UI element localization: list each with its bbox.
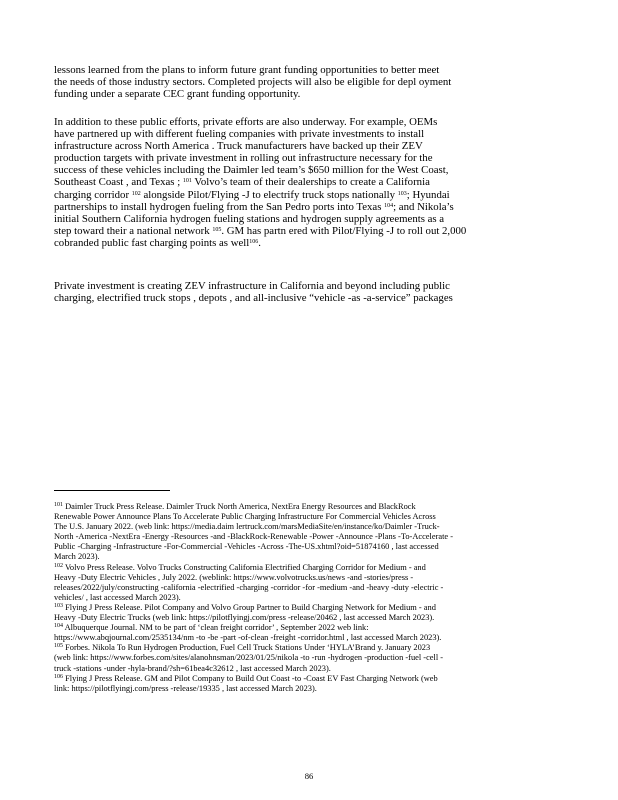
- footnote-line[interactable]: North -America -NextEra -Energy -Resources -and -BlackRock-Renewable -Power -Announce -Plans -To-Accelerate -: [54, 532, 454, 542]
- text-line: infrastructure across North America . Truck manufacturers have backed up their ZEV: [54, 140, 423, 153]
- text-line: production targets with private investment in rolling out infrastructure necessary for the: [54, 152, 433, 165]
- paragraph-funding: [54, 64, 544, 100]
- footnote-line: $^{102}$ Volvo Press Release. Volvo Trucks Constructing California Electrified Charging Corridor for Medium - and: [54, 562, 426, 572]
- footnote-line: $^{106}$ Flying J Press Release. GM and Pilot Company to Build Out Coast -to -Coast EV Fast Charging Network (web: [54, 673, 438, 683]
- footnote-line[interactable]: link: https://pilotflyingj.com/press -release/19335 , last accessed March 2023).: [54, 683, 317, 693]
- text-line: success of these vehicles including the Daimler led team’s $650 million for the West Coast,: [54, 164, 449, 177]
- text-line: initial Southern California hydrogen fueling stations and hydrogen supply agreements as a: [54, 212, 445, 225]
- footnote-line: $^{103}$ Flying J Press Release. Pilot Company and Volvo Group Partner to Build Charging Network for Medium - and: [54, 602, 436, 612]
- text-line: charging, electrified truck stops , depots , and all-inclusive “vehicle -as -a-service” packages: [54, 292, 453, 305]
- text-line: charging corridor $^{102}$ alongside Pilot/Flying -J to electrify truck stops nationally $^{103}$; Hyundai: [54, 188, 450, 201]
- text-line: lessons learned from the plans to inform future grant funding opportunities to better meet: [54, 64, 440, 76]
- footnote-ref-102[interactable]: 102: [131, 190, 141, 197]
- page-number: 86: [304, 771, 314, 781]
- text-line: Private investment is creating ZEV infrastructure in California and beyond including public: [54, 280, 450, 292]
- text-line: the needs of those industry sectors. Completed projects will also be eligible for depl oyment: [54, 76, 452, 89]
- text-line: In addition to these public efforts, private efforts are also underway. For example, OEMs: [54, 116, 438, 128]
- footnote-ref-106[interactable]: 106: [249, 238, 259, 245]
- footnote-separator: [54, 490, 170, 491]
- footnote-line: $^{105}$ Forbes. Nikola To Run Hydrogen Production, Fuel Cell Truck Stations Under ‘HYLA’Brand y. January 2023: [54, 643, 431, 653]
- footnote-line: $^{104}$ Albuquerque Journal. NM to be part of ‘clean freight corridor’ , September 2022 web link:: [54, 623, 369, 633]
- footnote-line[interactable]: truck -stations -under -hyla-brand/?sh=61bea4c32612 , last accessed March 2023).: [54, 663, 331, 673]
- text-line: Southeast Coast , and Texas ; $^{101}$ Volvo’s team of their dealerships to create a California: [54, 176, 430, 189]
- paragraph-private-efforts: [54, 116, 544, 249]
- footnote-line[interactable]: releases/2022/july/constructing -california -electrified -charging -corridor -for -medium -and -heavy -duty -electric -: [54, 582, 444, 592]
- text-line: cobranded public fast charging points as well$^{106}$.: [54, 236, 261, 249]
- footnote-ref-104[interactable]: 104: [384, 202, 394, 209]
- footnote-ref-105[interactable]: 105: [212, 226, 222, 233]
- footnote-line[interactable]: Public -Charging -Infrastructure -For-Commercial -Vehicles -Across -The-US.xhtml?oid=51874160 , last accessed: [54, 542, 439, 552]
- footnotes: [54, 502, 564, 694]
- text-line: funding under a separate CEC grant funding opportunity.: [54, 88, 301, 101]
- footnote-line[interactable]: Heavy -Duty Electric Vehicles , July 2022. (weblink: https://www.volvotrucks.us/news -and -stories/press -: [54, 572, 414, 582]
- footnote-ref-103[interactable]: 103: [397, 190, 407, 197]
- text-line: partnerships to install hydrogen fueling from the San Pedro ports into Texas $^{104}$; and Nikola’s: [54, 200, 454, 213]
- text-line: step toward their a national network $^{105}$. GM has partn ered with Pilot/Flying -J to roll out 2,000: [54, 224, 467, 237]
- footnote-line: March 2023).: [54, 552, 100, 562]
- footnote-line: $^{101}$ Daimler Truck Press Release. Daimler Truck North America, NextEra Energy Resources and BlackRock: [54, 502, 416, 511]
- footnote-line[interactable]: https://www.abqjournal.com/2535134/nm -to -be -part -of-clean -freight -corridor.html , last accessed March 2023).: [54, 633, 442, 643]
- footnote-line[interactable]: The U.S. January 2022. (web link: https://media.daim lertruck.com/marsMediaSite/en/instance/ko/Daimler -Truck-: [54, 522, 440, 532]
- footnote-line: Renewable Power Announce Plans To Accelerate Public Charging Infrastructure For Commercial Vehicles Across: [54, 512, 436, 522]
- text-line: have partnered up with different fueling companies with private investments to install: [54, 128, 425, 141]
- footnote-line: vehicles/ , last accessed March 2023).: [54, 592, 181, 602]
- paragraph-private-investment: [54, 280, 544, 304]
- footnote-line[interactable]: Heavy -Duty Electric Trucks (web link: https://pilotflyingj.com/press -release/20462 , last accessed March 2023).: [54, 613, 435, 623]
- footnote-ref-101[interactable]: 101: [182, 178, 192, 185]
- footnote-line[interactable]: (web link: https://www.forbes.com/sites/alanohnsman/2023/01/25/nikola -to -run -hydrogen -production -fuel -cell -: [54, 653, 444, 663]
